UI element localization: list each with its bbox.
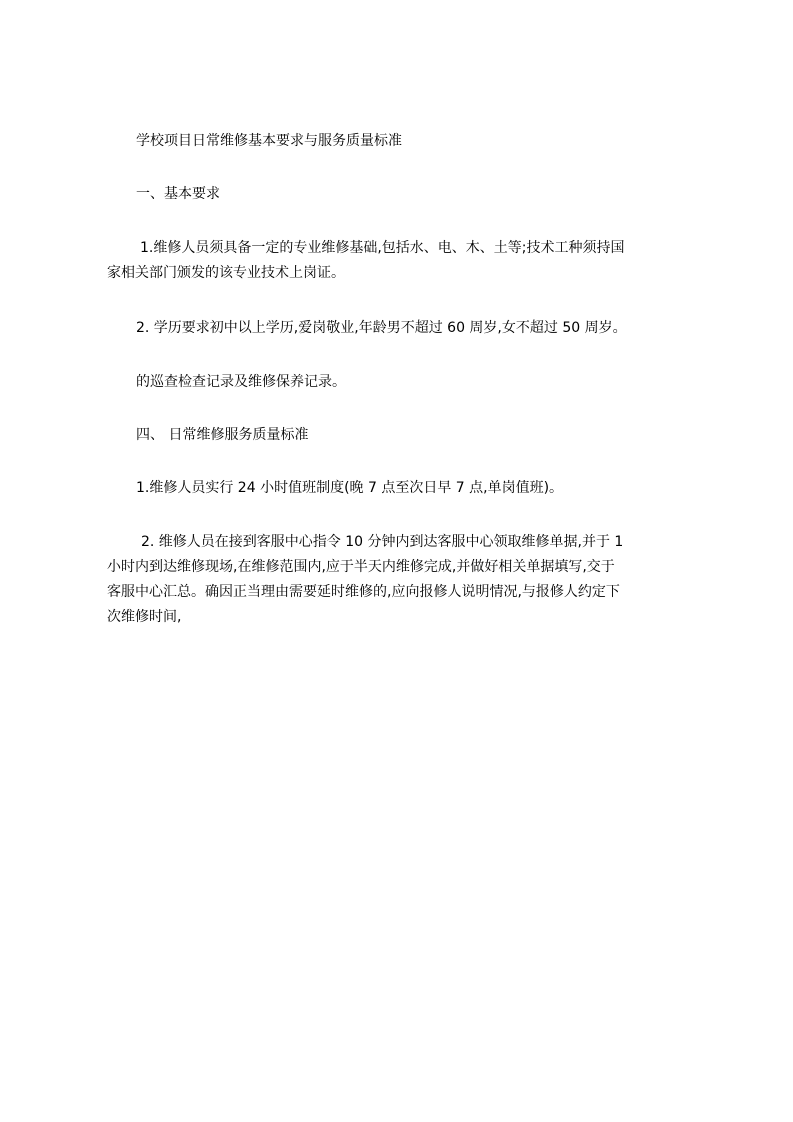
requirement-item-1-line-1: 1.维修人员须具备一定的专业维修基础,包括水、电、木、土等;技术工种须持国	[140, 240, 625, 256]
section-heading-basic-requirements: 一、基本要求	[136, 186, 220, 202]
fragment-text: 的巡查检查记录及维修保养记录。	[136, 374, 346, 390]
standard-item-2	[107, 530, 623, 630]
requirement-item-2: 2. 学历要求初中以上学历,爱岗敬业,年龄男不超过 60 周岁,女不超过 50 周岁。	[136, 320, 627, 336]
section-heading-service-standards: 四、 日常维修服务质量标准	[136, 427, 309, 443]
standard-item-2-line-1: 2. 维修人员在接到客服中心指令 10 分钟内到达客服中心领取维修单据,并于 1	[141, 534, 624, 550]
standard-item-2-line-2: 小时内到达维修现场,在维修范围内,应于半天内维修完成,并做好相关单据填写,交于	[107, 559, 615, 575]
standard-item-2-line-4: 次维修时间,	[107, 609, 182, 625]
requirement-item-1-line-2: 家相关部门颁发的该专业技术上岗证。	[107, 265, 345, 281]
standard-item-1: 1.维修人员实行 24 小时值班制度(晚 7 点至次日早 7 点,单岗值班)。	[136, 480, 564, 496]
standard-item-2-line-3: 客服中心汇总。确因正当理由需要延时维修的,应向报修人说明情况,与报修人约定下	[107, 584, 620, 600]
requirement-item-1	[107, 236, 625, 286]
document-title: 学校项目日常维修基本要求与服务质量标准	[136, 133, 402, 149]
